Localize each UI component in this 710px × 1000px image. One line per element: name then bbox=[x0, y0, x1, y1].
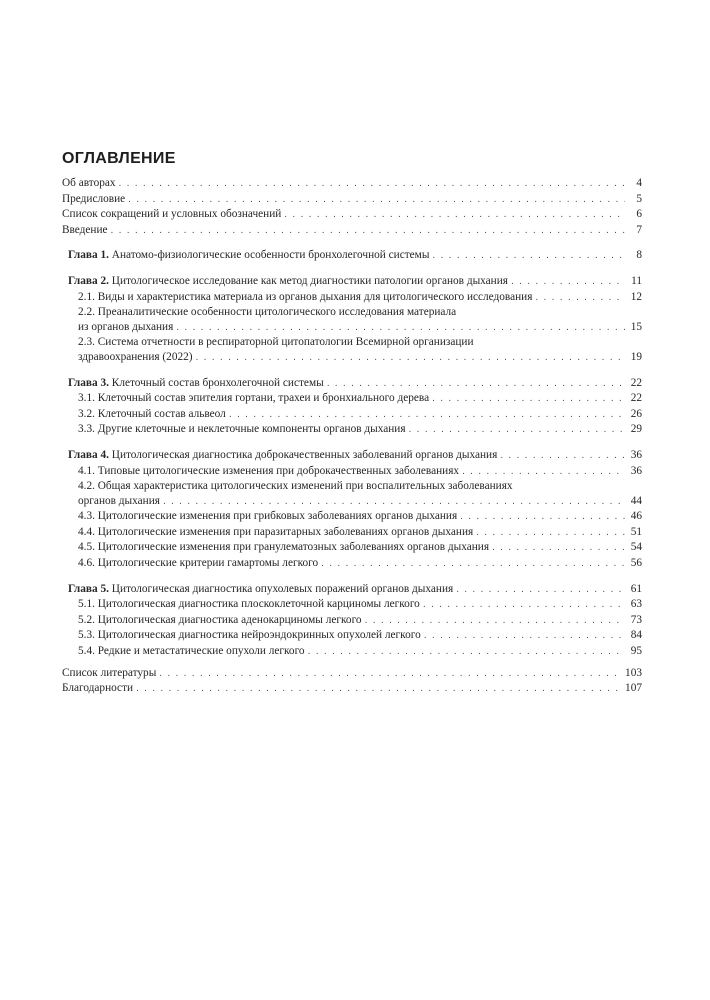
leader-dots bbox=[500, 449, 625, 464]
chapter-label: Глава 4. bbox=[68, 448, 109, 461]
leader-dots bbox=[424, 629, 625, 644]
toc-entry-section[interactable] bbox=[62, 391, 642, 407]
entry-title bbox=[62, 540, 489, 555]
toc-entry-section-line bbox=[62, 335, 642, 350]
leader-dots bbox=[423, 598, 625, 613]
section-title: 3.1. Клеточный состав эпителия гортани, трахеи и бронхиального дерева bbox=[78, 392, 430, 405]
leader-dots bbox=[409, 423, 625, 438]
chapter-title: Цитологическая диагностика опухолевых поражений органов дыхания bbox=[111, 582, 454, 595]
section-title-cont: органов дыхания bbox=[78, 494, 160, 507]
leader-dots bbox=[456, 583, 625, 598]
entry-page: 107 bbox=[625, 682, 642, 695]
entry-page: 56 bbox=[630, 557, 642, 570]
leader-dots bbox=[163, 495, 625, 510]
toc-entry-section[interactable] bbox=[62, 494, 642, 510]
entry-title bbox=[62, 422, 406, 437]
section-title: 4.5. Цитологические изменения при гранулематозных заболеваниях органов дыхания bbox=[78, 541, 490, 554]
leader-dots bbox=[136, 682, 622, 697]
toc-entry-section[interactable] bbox=[62, 464, 642, 480]
toc-entry-back[interactable] bbox=[62, 681, 642, 697]
entry-title bbox=[62, 556, 318, 571]
entry-title bbox=[62, 448, 497, 463]
entry-title bbox=[62, 644, 305, 659]
leader-dots bbox=[111, 224, 625, 239]
entry-page: 54 bbox=[630, 541, 642, 554]
entry-page: 36 bbox=[630, 464, 642, 477]
toc-entry-chapter[interactable] bbox=[62, 448, 642, 464]
entry-title bbox=[62, 597, 420, 612]
entry-title bbox=[62, 207, 281, 222]
leader-dots bbox=[432, 249, 625, 264]
entry-title bbox=[62, 525, 473, 540]
entry-title bbox=[62, 628, 421, 643]
entry-page: 103 bbox=[625, 666, 642, 679]
entry-page: 6 bbox=[636, 208, 642, 221]
toc-entry-section[interactable] bbox=[62, 540, 642, 556]
toc-entry-section[interactable] bbox=[62, 613, 642, 629]
section-title: 4.4. Цитологические изменения при паразитарных заболеваниях органов дыхания bbox=[78, 525, 474, 538]
entry-title-text: Благодарности bbox=[62, 682, 134, 695]
entry-title bbox=[62, 176, 116, 191]
entry-page: 22 bbox=[630, 392, 642, 405]
toc-entry-chapter[interactable] bbox=[62, 376, 642, 392]
leader-dots bbox=[176, 321, 625, 336]
toc-entry-section-line bbox=[62, 305, 642, 320]
chapter-title: Клеточный состав бронхолегочной системы bbox=[111, 376, 324, 389]
entry-title bbox=[62, 320, 173, 335]
section-title: 3.2. Клеточный состав альвеол bbox=[78, 407, 226, 420]
entry-title bbox=[62, 509, 457, 524]
section-title: 5.3. Цитологическая диагностика нейроэндокринных опухолей легкого bbox=[78, 629, 421, 642]
leader-dots bbox=[159, 667, 622, 682]
entry-title bbox=[62, 407, 226, 422]
toc-entry-section[interactable] bbox=[62, 320, 642, 336]
entry-page: 12 bbox=[630, 290, 642, 303]
leader-dots bbox=[321, 557, 625, 572]
entry-page: 84 bbox=[630, 629, 642, 642]
leader-dots bbox=[229, 408, 625, 423]
toc-entry-section[interactable] bbox=[62, 644, 642, 660]
entry-page: 19 bbox=[630, 350, 642, 363]
leader-dots bbox=[308, 645, 625, 660]
section-title: 4.3. Цитологические изменения при грибковых заболеваниях органов дыхания bbox=[78, 510, 458, 523]
entry-title bbox=[62, 376, 324, 391]
entry-title bbox=[62, 391, 429, 406]
entry-title bbox=[62, 681, 133, 696]
toc-entry-section[interactable] bbox=[62, 350, 642, 366]
toc-entry-front[interactable] bbox=[62, 207, 642, 223]
leader-dots bbox=[476, 526, 625, 541]
entry-page: 4 bbox=[636, 177, 642, 189]
chapter-title: Цитологическая диагностика доброкачественных заболеваний органов дыхания bbox=[111, 448, 498, 461]
page-title: ОГЛАВЛЕНИЕ bbox=[62, 150, 176, 167]
section-title-cont: здравоохранения (2022) bbox=[78, 350, 193, 363]
entry-title bbox=[62, 223, 108, 238]
leader-dots bbox=[119, 177, 625, 192]
chapter-label: Глава 5. bbox=[68, 582, 109, 595]
toc-entry-section[interactable] bbox=[62, 290, 642, 306]
entry-title-text: Предисловие bbox=[62, 192, 126, 205]
leader-dots bbox=[535, 291, 625, 306]
chapter-title: Цитологическое исследование как метод диагностики патологии органов дыхания bbox=[111, 274, 508, 287]
section-title: 5.2. Цитологическая диагностика аденокарциномы легкого bbox=[78, 613, 362, 626]
section-title: 5.4. Редкие и метастатические опухоли легкого bbox=[78, 645, 305, 658]
leader-dots bbox=[460, 510, 625, 525]
toc-entry-chapter[interactable] bbox=[62, 274, 642, 290]
entry-title-text: Список сокращений и условных обозначений bbox=[62, 208, 282, 221]
entry-page: 8 bbox=[636, 249, 642, 262]
toc-entry-section[interactable] bbox=[62, 556, 642, 572]
entry-page: 5 bbox=[636, 192, 642, 205]
section-title: 3.3. Другие клеточные и неклеточные компоненты органов дыхания bbox=[78, 423, 406, 436]
entry-title bbox=[62, 290, 532, 305]
toc-entry-section[interactable] bbox=[62, 509, 642, 525]
toc-entry-back[interactable] bbox=[62, 666, 642, 682]
entry-title bbox=[62, 666, 156, 681]
table-of-contents bbox=[62, 176, 642, 697]
toc-entry-section[interactable] bbox=[62, 597, 642, 613]
entry-title bbox=[62, 274, 508, 289]
section-title: 2.2. Преаналитические особенности цитологического исследования материала bbox=[78, 306, 457, 319]
entry-title-text: Введение bbox=[62, 223, 108, 236]
entry-title-text: Об авторах bbox=[62, 177, 116, 189]
entry-title bbox=[62, 248, 429, 263]
entry-title-text: Список литературы bbox=[62, 666, 157, 679]
toc-entry-front[interactable] bbox=[62, 223, 642, 239]
entry-title bbox=[62, 582, 453, 597]
entry-title bbox=[62, 192, 125, 207]
toc-entry-section[interactable] bbox=[62, 407, 642, 423]
entry-page: 29 bbox=[630, 423, 642, 436]
toc-entry-section[interactable] bbox=[62, 525, 642, 541]
section-title: 4.2. Общая характеристика цитологических изменений при воспалительных заболеваниях bbox=[78, 480, 513, 493]
entry-page: 95 bbox=[630, 645, 642, 658]
section-title-cont: из органов дыхания bbox=[78, 320, 174, 333]
section-title: 2.3. Система отчетности в респираторной цитопатологии Всемирной организации bbox=[78, 336, 474, 349]
entry-page: 26 bbox=[630, 407, 642, 420]
section-title: 4.1. Типовые цитологические изменения при доброкачественных заболеваниях bbox=[78, 464, 460, 477]
entry-title bbox=[62, 464, 459, 479]
leader-dots bbox=[327, 377, 625, 392]
leader-dots bbox=[196, 351, 625, 366]
toc-entry-front[interactable] bbox=[62, 176, 642, 192]
entry-page: 44 bbox=[630, 494, 642, 507]
toc-entry-front[interactable] bbox=[62, 192, 642, 208]
leader-dots bbox=[128, 193, 625, 208]
entry-page: 7 bbox=[636, 223, 642, 236]
toc-entry-section[interactable] bbox=[62, 422, 642, 438]
leader-dots bbox=[462, 465, 625, 480]
entry-page: 46 bbox=[630, 510, 642, 523]
chapter-label: Глава 3. bbox=[68, 376, 109, 389]
entry-page: 22 bbox=[630, 376, 642, 389]
entry-page: 73 bbox=[630, 613, 642, 626]
leader-dots bbox=[365, 614, 625, 629]
leader-dots bbox=[492, 541, 625, 556]
toc-entry-chapter[interactable] bbox=[62, 248, 642, 264]
toc-entry-section-line bbox=[62, 479, 642, 494]
entry-page: 11 bbox=[631, 274, 642, 287]
toc-entry-chapter[interactable] bbox=[62, 582, 642, 598]
entry-title bbox=[62, 350, 193, 365]
entry-title bbox=[62, 613, 362, 628]
leader-dots bbox=[511, 275, 625, 290]
entry-page: 61 bbox=[630, 582, 642, 595]
entry-page: 63 bbox=[630, 598, 642, 611]
chapter-label: Глава 2. bbox=[68, 274, 109, 287]
chapter-label: Глава 1. bbox=[68, 249, 109, 262]
section-title: 2.1. Виды и характеристика материала из органов дыхания для цитологического исследования bbox=[78, 290, 533, 303]
section-title: 5.1. Цитологическая диагностика плоскоклеточной карциномы легкого bbox=[78, 598, 420, 611]
entry-title bbox=[62, 494, 160, 509]
chapter-title: Анатомо-физиологические особенности бронхолегочной системы bbox=[111, 249, 430, 262]
entry-page: 15 bbox=[630, 320, 642, 333]
leader-dots bbox=[432, 392, 625, 407]
leader-dots bbox=[284, 208, 625, 223]
entry-page: 51 bbox=[630, 525, 642, 538]
entry-page: 36 bbox=[630, 448, 642, 461]
toc-entry-section[interactable] bbox=[62, 628, 642, 644]
section-title: 4.6. Цитологические критерии гамартомы легкого bbox=[78, 557, 319, 570]
